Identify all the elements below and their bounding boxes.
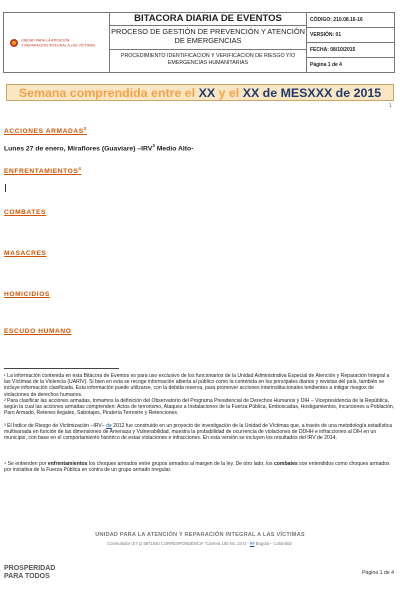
section-enfrentamientos (4, 166, 81, 175)
footnote-4-c: los choques armados entre grupos armados al margen de la ley. De otro lado, los (87, 461, 274, 467)
footnote-3-rest: 2012 fue construido en un proyecto de investigación de la Unidad de Víctimas que, a través de una metodología estadística multivariada en función de las dimensiones de Amenaza y Vulnerabilidad, muestra la probabilidad de ocurrencia de violaciones de DDHH e infracciones al DIH en un municipio, con base en el comportamiento histórico de estas violaciones e infracciones. En esta versión se incluyen los resultados del IRV de 2014. (4, 423, 393, 442)
event-risk-level: Medio Alto- (154, 145, 194, 153)
footnote-2: ² Para clasificar las acciones armadas, tomamos la definición del Observatorio del Programa Presidencial de Derechos Humanos y DIH – Vicepresidencia de la República, según la cual las acciones armadas comprenden: Actos de terrorismo, Ataques a Instalaciones de la Fuerza Pública, Emboscadas, Hostigamientos, Incursiones a Población, Paro Armado, Retenes ilegales, Sabotajes, Piratería Terrestre y Retenciones. (4, 398, 395, 417)
footer-page-number: Página 1 de 4 (361, 570, 394, 576)
footnote-4-combates: combates (273, 461, 298, 467)
footnote-4-enfrentamientos: enfrentamientos (47, 461, 88, 467)
week-banner (6, 84, 394, 101)
footnote-1: ¹ La información contenida en esta Bitácora de Eventos es para uso exclusivo de los funcionarios de la Unidad Administrativa Especial de Atención y Reparación Integral a las Víctimas de la Violencia (UARIV). Si bien en esta se recoge información abierta al público como la contenida en los principales diarios y revistas del país, también se incluye información clasificada. Esta información puede utilizarse, con la debida reserva, para promover acciones interinstitucionales tendientes a mitigar riesgos de violaciones de derechos humanos. (4, 373, 390, 398)
footer-contact-text: Conmutador (57 1) 5971640 CORRESPONDENCIA "Carrera 100 No. 24 D - (107, 541, 250, 546)
footnote-3-start: ³ El Índice de Riesgo de Victimización –IRV– (4, 423, 105, 429)
unit-logo-graphic (9, 36, 104, 50)
section-combates: COMBATES (4, 209, 47, 216)
banner-part-2: XX (198, 86, 216, 100)
footnote-3 (4, 423, 396, 442)
footnote-separator (4, 368, 119, 369)
document-date: FECHA: 08/10/2015 (307, 42, 394, 57)
banner-part-1: Semana comprendida entre el (18, 86, 196, 100)
header-meta (307, 13, 394, 72)
footnote-ref-4[interactable]: 4 (78, 166, 82, 171)
footnote-3-link[interactable]: de (106, 423, 112, 429)
procedure-name: PROCEDIMIENTO IDENTIFICACION Y VERIFICACION DE RIESGO Y/O EMERGENCIAS HUMANITARIAS (120, 53, 296, 66)
footnote-ref-2[interactable]: 2 (83, 126, 87, 131)
header-page-number: Página 1 de 4 (307, 57, 394, 72)
footnote-ref-3[interactable]: 3 (152, 143, 155, 148)
section-acciones-label: ACCIONES ARMADAS (4, 128, 84, 136)
prosperidad-logo (4, 565, 55, 581)
banner-part-3: y el (218, 86, 240, 100)
slogan-line-1: PROSPERIDAD (4, 565, 56, 572)
event-entry (4, 143, 193, 152)
header-center (110, 13, 307, 72)
section-acciones-armadas (4, 126, 87, 135)
footer-contact (0, 541, 400, 546)
section-homicidios: HOMICIDIOS (4, 291, 50, 298)
footer-unit-name: UNIDAD PARA LA ATENCIÓN Y REPARACIÓN INTEGRAL A LAS VÍCTIMAS (95, 532, 305, 538)
document-header (3, 12, 395, 73)
banner-footnote-ref: 1 (389, 103, 392, 109)
event-text: Lunes 27 de enero, Miraflores (Guaviare) –IRV (4, 145, 153, 153)
footnote-4-a: ⁴ Se entienden por (4, 461, 48, 467)
process-name: PROCESO DE GESTIÓN DE PREVENCIÓN Y ATENCIÓN DE EMERGENCIAS (110, 26, 306, 50)
footer-contact-city: Bogotá – Colombia" (254, 541, 293, 546)
footnote-4 (4, 461, 396, 473)
unit-logo (4, 13, 110, 72)
text-cursor (5, 184, 6, 192)
document-version: VERSIÓN: 01 (307, 27, 394, 42)
slogan-line-2: PARA TODOS (4, 573, 50, 580)
footer-contact-link[interactable]: ## (249, 541, 255, 546)
logo-text-2: Y REPARACIÓN INTEGRAL A LAS VÍCTIMAS (21, 43, 96, 47)
section-masacres: MASACRES (4, 250, 47, 257)
section-escudo-humano: ESCUDO HUMANO (4, 328, 72, 335)
logo-text-1: UNIDAD PARA LA ATENCIÓN (21, 38, 70, 42)
document-title: BITACORA DIARIA DE EVENTOS (110, 13, 306, 26)
section-enfrentamientos-label: ENFRENTAMIENTOS (4, 168, 79, 176)
banner-part-4: XX de MESXXX de 2015 (242, 86, 382, 100)
footnote-4-e: son entendidos como choques armados por iniciativa de la Fuerza Pública en contra de un grupo armado irregular. (4, 461, 390, 474)
document-code: CÓDIGO: 210.08.16-16 (310, 17, 363, 23)
